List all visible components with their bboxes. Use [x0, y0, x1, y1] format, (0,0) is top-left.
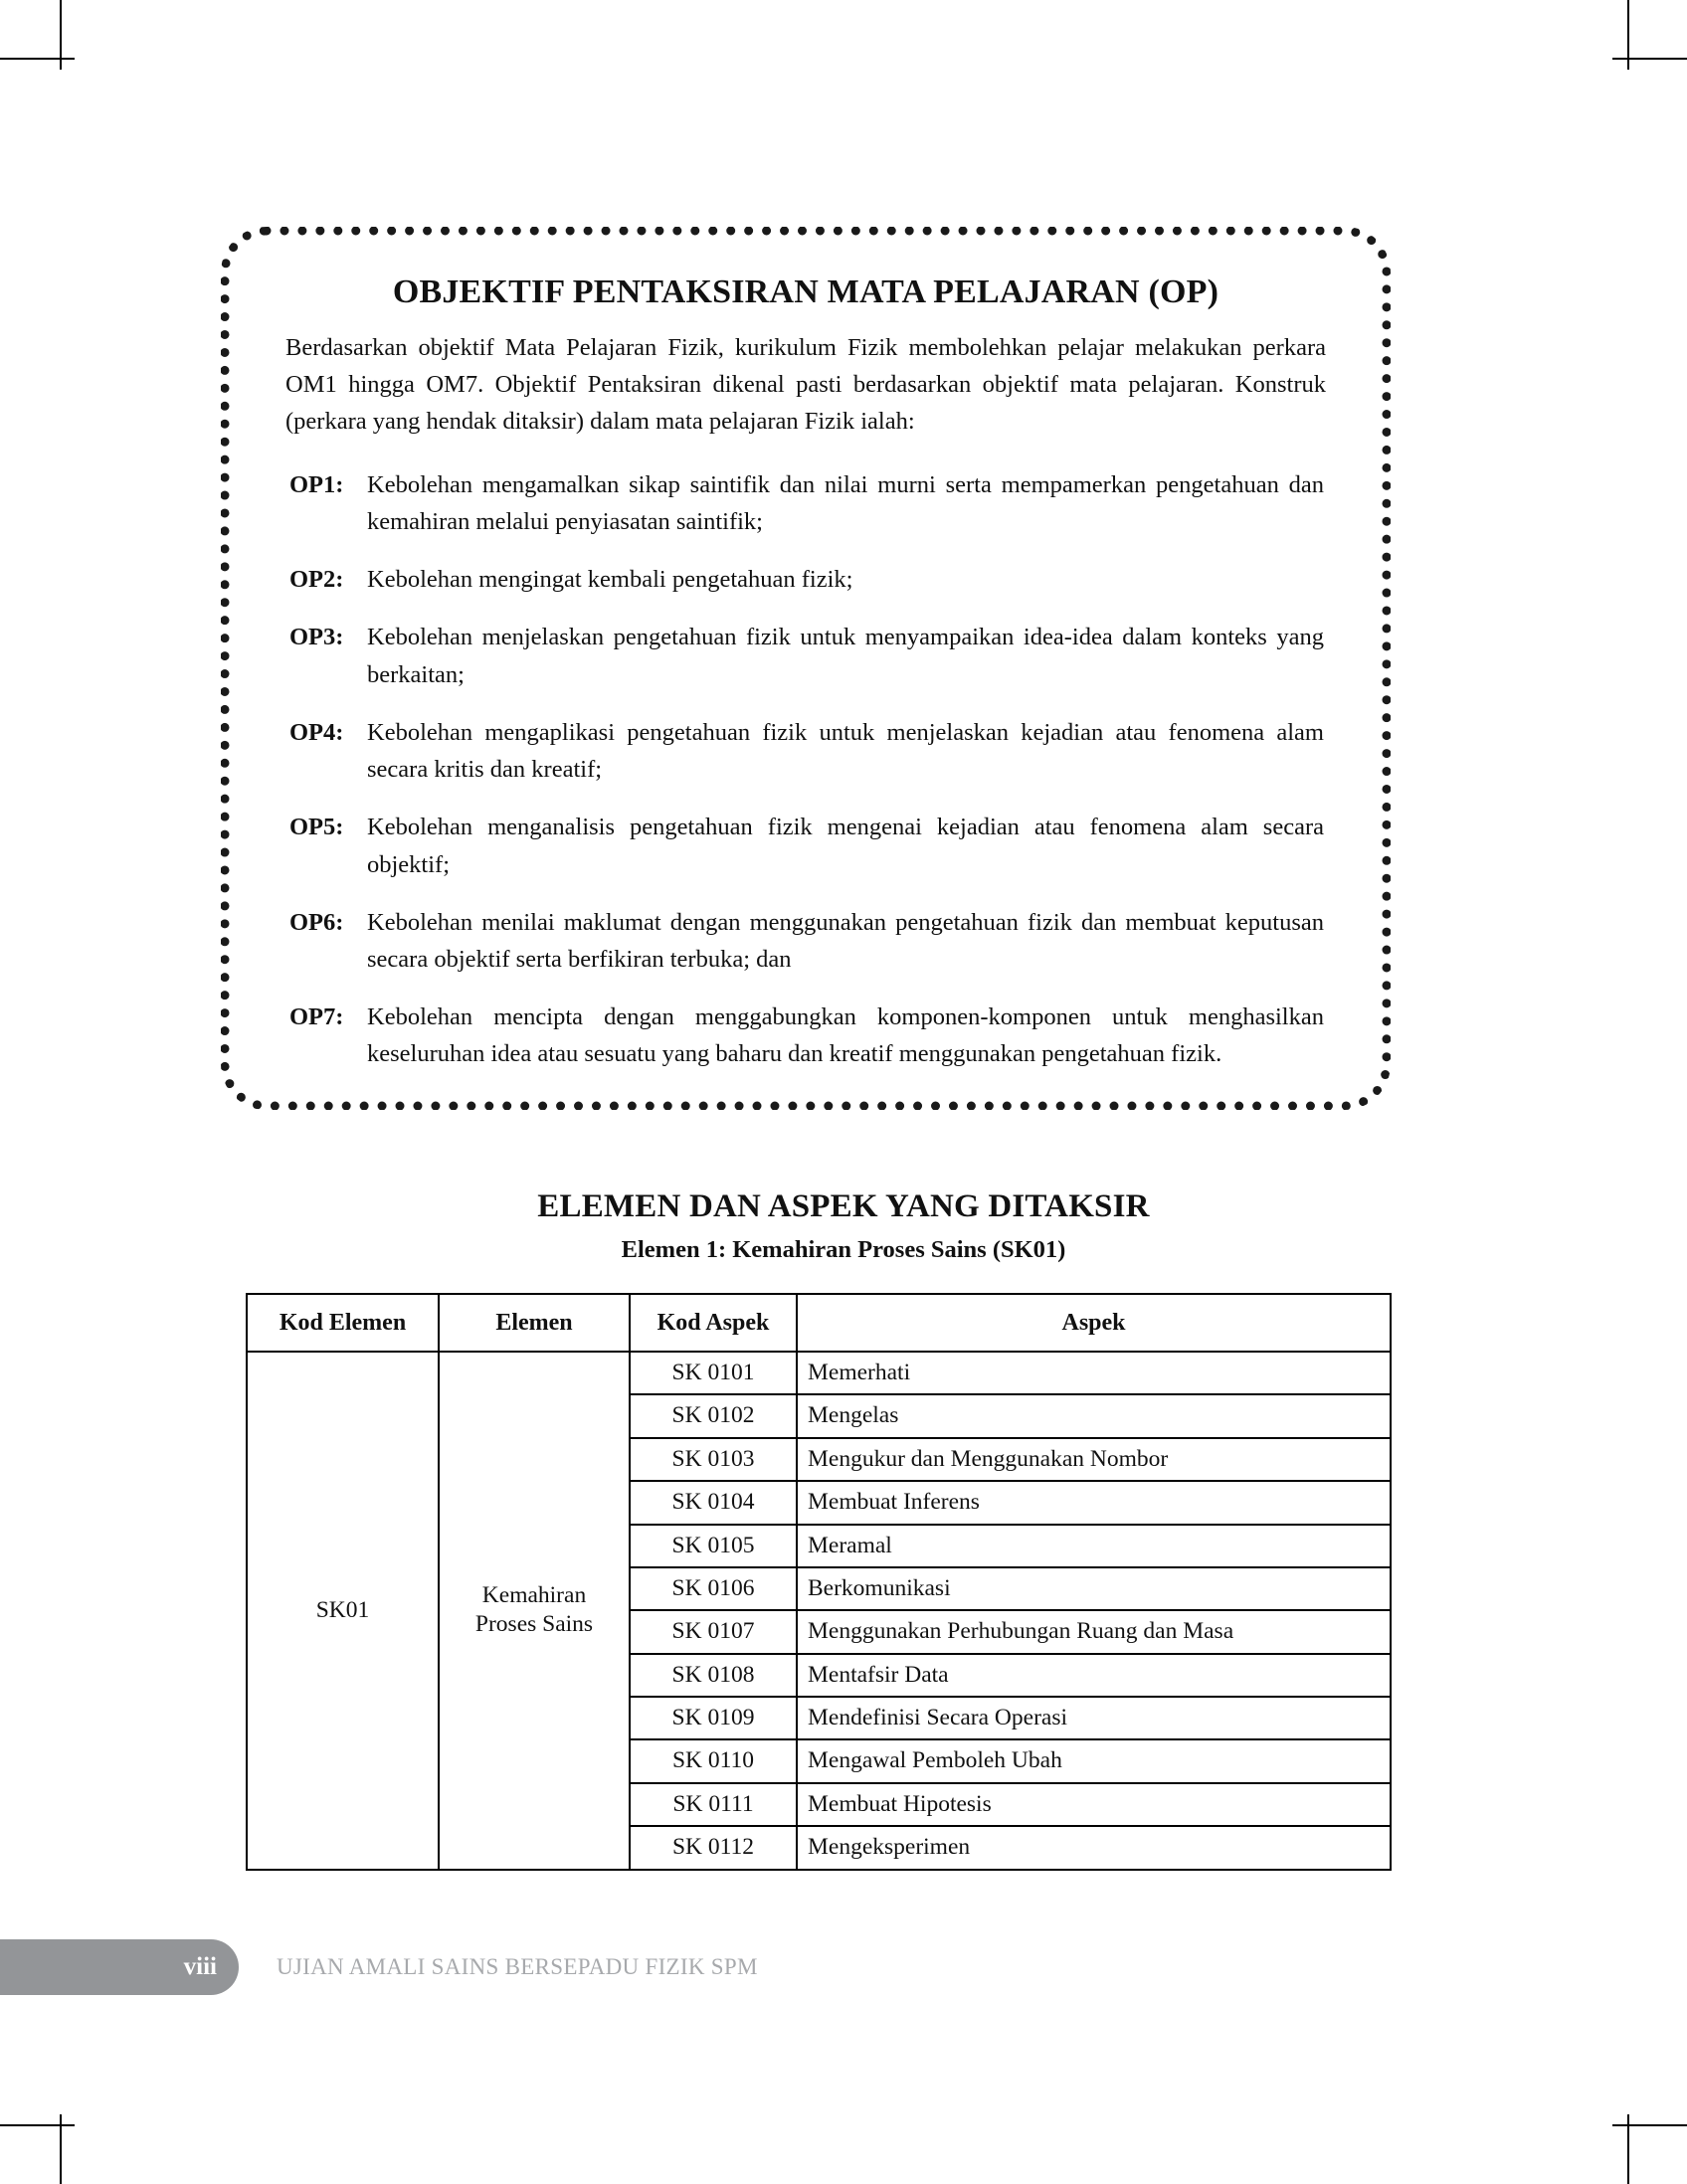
objectives-list — [281, 466, 1330, 1073]
cell-aspek: Mengukur dan Menggunakan Nombor — [797, 1438, 1391, 1481]
cell-aspek: Membuat Inferens — [797, 1481, 1391, 1524]
column-header-elemen: Elemen — [439, 1294, 630, 1352]
crop-mark-top-left-horizontal — [0, 58, 75, 60]
cell-aspek: Mengawal Pemboleh Ubah — [797, 1739, 1391, 1782]
objective-label: OP2: — [289, 566, 344, 594]
cell-kod-aspek: SK 0110 — [630, 1739, 797, 1782]
objective-item-op6 — [289, 904, 1324, 978]
objective-text: Kebolehan mengingat kembali pengetahuan fizik; — [367, 566, 853, 594]
page-number-tab — [0, 1939, 239, 1995]
page-title: OBJEKTIF PENTAKSIRAN MATA PELAJARAN (OP) — [392, 273, 1219, 310]
aspek-table-container — [246, 1293, 1392, 1871]
cell-aspek: Meramal — [797, 1525, 1391, 1567]
crop-mark-bottom-right-horizontal — [1612, 2124, 1687, 2126]
objective-text: Kebolehan mencipta dengan menggabungkan komponen-komponen untuk menghasilkan keseluruhan idea atau sesuatu yang baharu dan kreatif menggunakan pengetahuan fizik. — [367, 1003, 1324, 1068]
cell-kod-aspek: SK 0102 — [630, 1394, 797, 1437]
cell-kod-aspek: SK 0107 — [630, 1610, 797, 1653]
cell-kod-aspek: SK 0111 — [630, 1783, 797, 1826]
objective-item-op2 — [289, 561, 1324, 598]
cell-kod-aspek: SK 0108 — [630, 1654, 797, 1697]
cell-kod-aspek: SK 0105 — [630, 1525, 797, 1567]
cell-kod-aspek: SK 0101 — [630, 1352, 797, 1394]
cell-aspek: Memerhati — [797, 1352, 1391, 1394]
objective-text: Kebolehan menganalisis pengetahuan fizik mengenai kejadian atau fenomena alam secara objektif; — [367, 814, 1324, 878]
cell-elemen: Kemahiran Proses Sains — [439, 1352, 630, 1870]
cell-kod-aspek: SK 0103 — [630, 1438, 797, 1481]
column-header-aspek: Aspek — [797, 1294, 1391, 1352]
objective-item-op5 — [289, 809, 1324, 882]
cell-kod-aspek: SK 0112 — [630, 1826, 797, 1869]
objective-text: Kebolehan mengamalkan sikap saintifik dan nilai murni serta mempamerkan pengetahuan dan kemahiran melalui penyiasatan saintifik; — [367, 470, 1324, 535]
aspek-table — [246, 1293, 1392, 1871]
objective-text: Kebolehan menjelaskan pengetahuan fizik untuk menyampaikan idea-idea dalam konteks yang berkaitan; — [367, 624, 1324, 688]
cell-aspek: Mendefinisi Secara Operasi — [797, 1697, 1391, 1739]
intro-paragraph: Berdasarkan objektif Mata Pelajaran Fizik, kurikulum Fizik membolehkan pelajar melakukan perkara OM1 hingga OM7. Objektif Pentaksiran dikenal pasti berdasarkan objektif mata pelajaran. Konstruk (perkara yang hendak ditaksir) dalam mata pelajaran Fizik ialah: — [285, 334, 1326, 435]
objectives-box-content — [230, 236, 1382, 1101]
section-subheading: Elemen 1: Kemahiran Proses Sains (SK01) — [621, 1236, 1066, 1263]
objective-label: OP1: — [289, 470, 344, 498]
cell-aspek: Membuat Hipotesis — [797, 1783, 1391, 1826]
objective-item-op1 — [289, 466, 1324, 540]
section-heading: ELEMEN DAN ASPEK YANG DITAKSIR — [537, 1188, 1150, 1224]
cell-aspek: Menggunakan Perhubungan Ruang dan Masa — [797, 1610, 1391, 1653]
cell-aspek: Berkomunikasi — [797, 1567, 1391, 1610]
cell-kod-aspek: SK 0106 — [630, 1567, 797, 1610]
column-header-kod-aspek: Kod Aspek — [630, 1294, 797, 1352]
cell-aspek: Mengelas — [797, 1394, 1391, 1437]
table-row — [247, 1352, 1391, 1394]
table-header-row — [247, 1294, 1391, 1352]
objective-item-op4 — [289, 714, 1324, 788]
cell-aspek: Mentafsir Data — [797, 1654, 1391, 1697]
cell-aspek: Mengeksperimen — [797, 1826, 1391, 1869]
objective-label: OP3: — [289, 624, 344, 651]
running-title: UJIAN AMALI SAINS BERSEPADU FIZIK SPM — [277, 1954, 758, 1979]
objective-label: OP6: — [289, 908, 344, 936]
cell-kod-aspek: SK 0104 — [630, 1481, 797, 1524]
column-header-kod-elemen: Kod Elemen — [247, 1294, 439, 1352]
objectives-dotted-box — [221, 227, 1391, 1110]
objective-item-op7 — [289, 999, 1324, 1072]
objective-label: OP4: — [289, 718, 344, 746]
cell-kod-elemen: SK01 — [247, 1352, 439, 1870]
objective-item-op3 — [289, 619, 1324, 692]
objective-label: OP7: — [289, 1003, 344, 1031]
cell-kod-aspek: SK 0109 — [630, 1697, 797, 1739]
page-number: viii — [183, 1953, 217, 1980]
objective-text: Kebolehan mengaplikasi pengetahuan fizik untuk menjelaskan kejadian atau fenomena alam secara kritis dan kreatif; — [367, 718, 1324, 784]
objective-label: OP5: — [289, 814, 344, 841]
objective-text: Kebolehan menilai maklumat dengan menggunakan pengetahuan fizik dan membuat keputusan secara objektif serta berfikiran terbuka; dan — [367, 908, 1324, 973]
page-footer — [0, 1939, 1687, 2009]
crop-mark-bottom-left-horizontal — [0, 2124, 75, 2126]
crop-mark-top-right-horizontal — [1612, 58, 1687, 60]
